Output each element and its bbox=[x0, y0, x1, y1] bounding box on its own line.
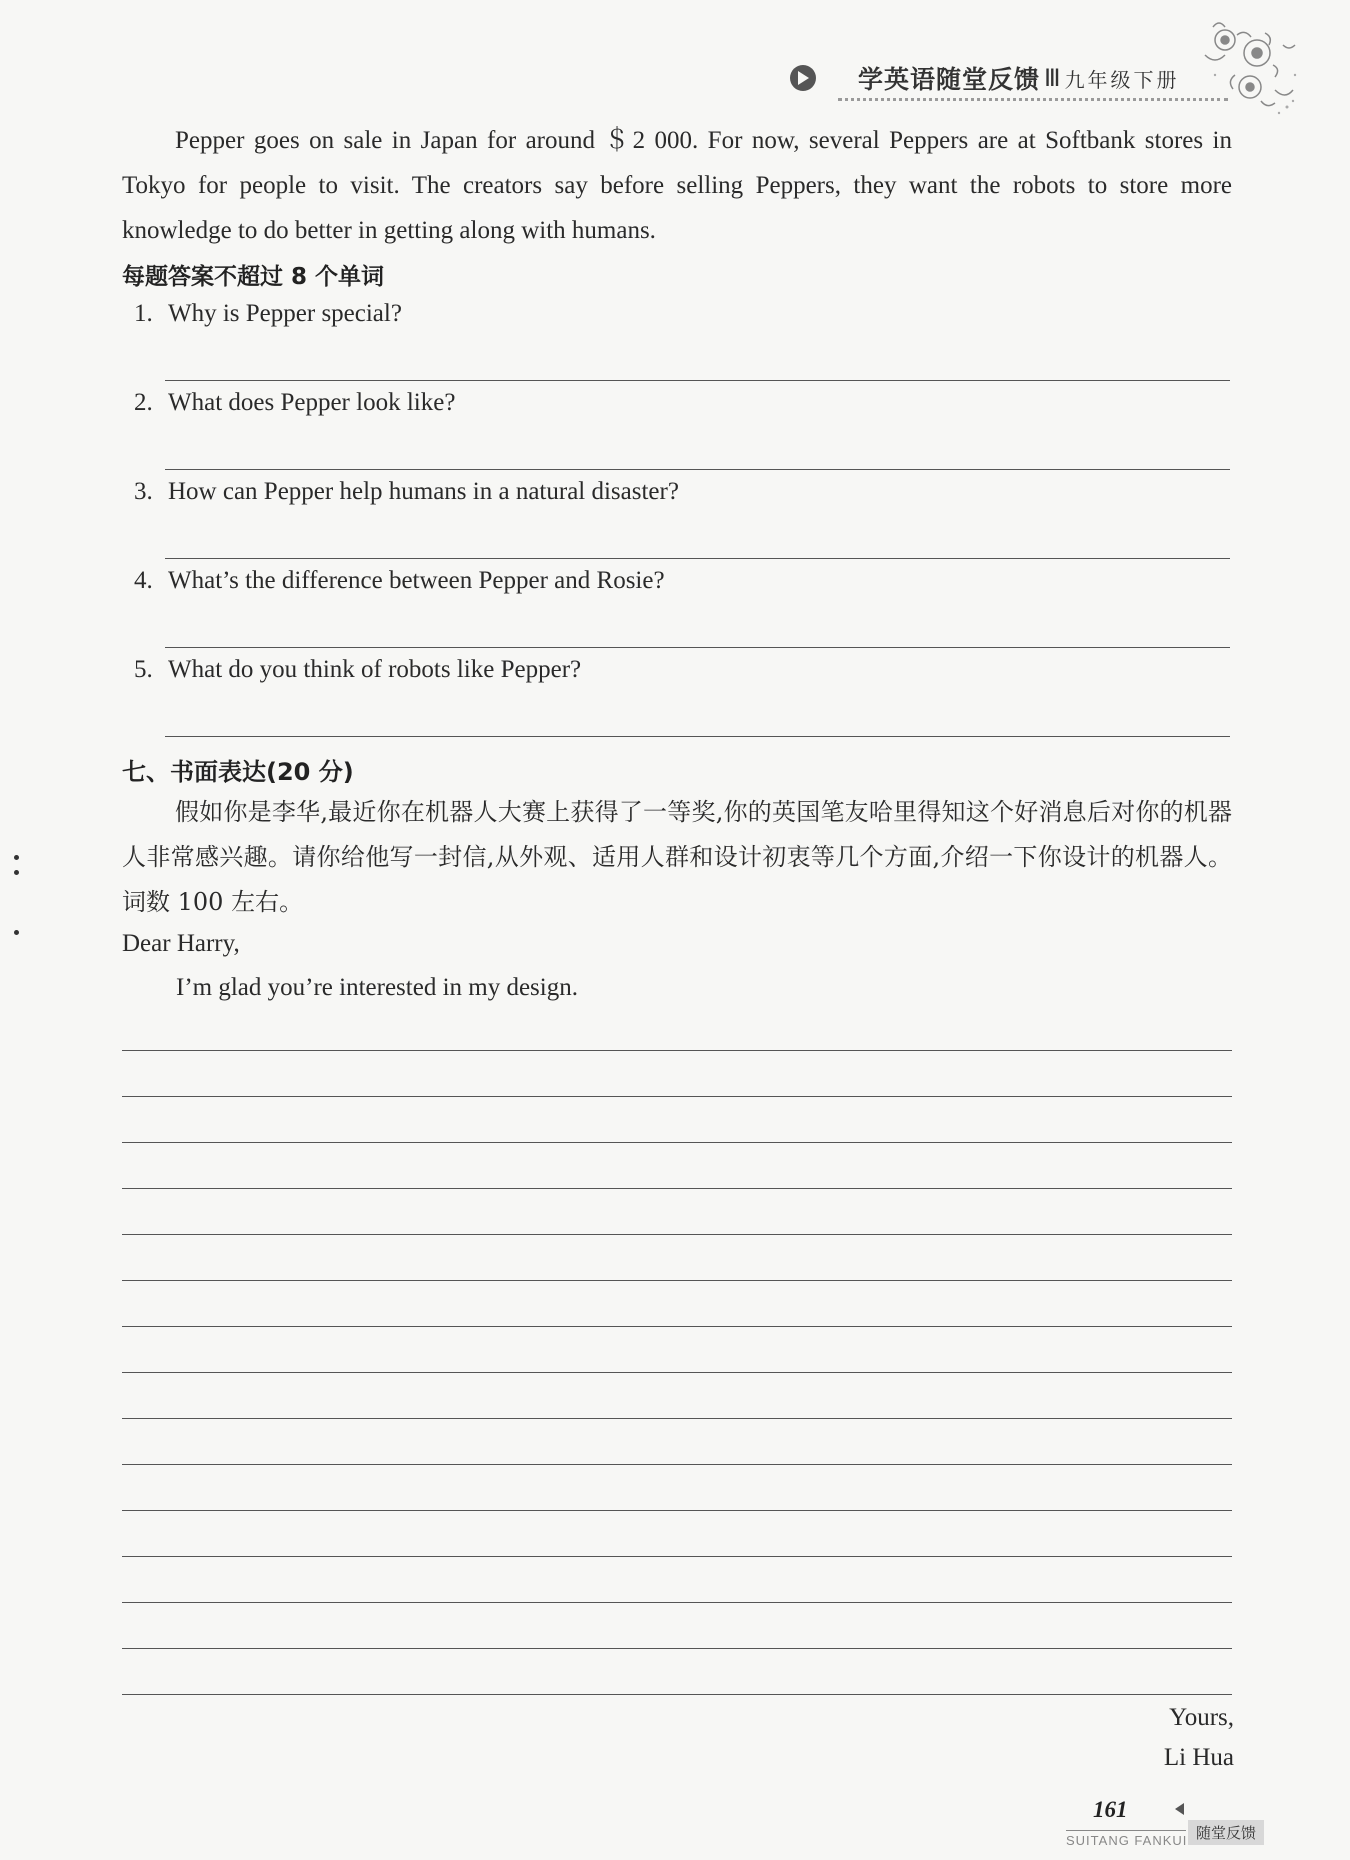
margin-dot bbox=[14, 930, 19, 935]
writing-line[interactable] bbox=[122, 1510, 1232, 1511]
question-number: 5. bbox=[134, 656, 153, 683]
flower-decoration-icon bbox=[1195, 15, 1305, 125]
writing-line[interactable] bbox=[122, 1694, 1232, 1695]
writing-line[interactable] bbox=[122, 1556, 1232, 1557]
question-number: 3. bbox=[134, 478, 153, 505]
page-number: 161 bbox=[1093, 1797, 1128, 1822]
question-1 bbox=[134, 300, 402, 328]
writing-line[interactable] bbox=[122, 1418, 1232, 1419]
writing-line[interactable] bbox=[122, 1372, 1232, 1373]
footer-rule bbox=[1066, 1830, 1186, 1831]
page-header bbox=[790, 58, 1180, 98]
passage-paragraph: Pepper goes on sale in Japan for around ＄2 000. For now, several Peppers are at Softbank stores in Tokyo for people to visit. The creators say before selling Peppers, they want the robots to store more knowledge to do better in getting along with humans. bbox=[122, 127, 1232, 244]
writing-line[interactable] bbox=[122, 1188, 1232, 1189]
reading-passage bbox=[122, 118, 1232, 253]
writing-prompt: 假如你是李华,最近你在机器人大赛上获得了一等奖,你的英国笔友哈里得知这个好消息后对你的机器人非常感兴趣。请你给他写一封信,从外观、适用人群和设计初衷等几个方面,介绍一下你设计的机器人。词数 100 左右。 bbox=[122, 798, 1232, 916]
answer-line-3[interactable] bbox=[165, 558, 1230, 559]
book-grade: 九年级下册 bbox=[1064, 67, 1180, 92]
writing-line[interactable] bbox=[122, 1280, 1232, 1281]
letter-signature: Li Hua bbox=[1163, 1744, 1234, 1771]
header-separator: Ⅲ bbox=[1044, 64, 1061, 92]
question-text: What’s the difference between Pepper and Rosie? bbox=[168, 567, 665, 594]
question-text: What do you think of robots like Pepper? bbox=[168, 656, 582, 683]
letter-opening: I’m glad you’re interested in my design. bbox=[176, 974, 578, 1001]
question-number: 2. bbox=[134, 389, 153, 416]
question-number: 4. bbox=[134, 567, 153, 594]
question-5 bbox=[134, 656, 581, 684]
section-score: (20 分) bbox=[266, 758, 354, 786]
question-4 bbox=[134, 567, 665, 595]
book-title: 学英语随堂反馈 bbox=[858, 65, 1041, 94]
footer-brand-latin: SUITANG FANKUI bbox=[1066, 1833, 1188, 1848]
answer-instruction: 每题答案不超过 8 个单词 bbox=[122, 264, 385, 290]
writing-line[interactable] bbox=[122, 1602, 1232, 1603]
footer-brand-badge: 随堂反馈 bbox=[1188, 1820, 1264, 1845]
question-text: Why is Pepper special? bbox=[168, 300, 402, 327]
section-heading: 七、书面表达 bbox=[122, 758, 266, 786]
question-2 bbox=[134, 389, 455, 417]
answer-line-1[interactable] bbox=[165, 380, 1230, 381]
letter-salutation: Dear Harry, bbox=[122, 930, 240, 957]
letter-closing: Yours, bbox=[1169, 1704, 1234, 1731]
writing-line[interactable] bbox=[122, 1096, 1232, 1097]
margin-dot bbox=[14, 870, 19, 875]
play-icon bbox=[790, 65, 816, 91]
writing-line[interactable] bbox=[122, 1648, 1232, 1649]
question-3 bbox=[134, 478, 679, 506]
writing-line[interactable] bbox=[122, 1050, 1232, 1051]
section-title bbox=[122, 752, 354, 787]
answer-line-5[interactable] bbox=[165, 736, 1230, 737]
margin-dot bbox=[14, 855, 19, 860]
writing-line[interactable] bbox=[122, 1234, 1232, 1235]
writing-line[interactable] bbox=[122, 1326, 1232, 1327]
writing-line[interactable] bbox=[122, 1464, 1232, 1465]
writing-line[interactable] bbox=[122, 1142, 1232, 1143]
page-arrow-icon bbox=[1175, 1803, 1184, 1815]
answer-line-2[interactable] bbox=[165, 469, 1230, 470]
header-dotted-rule bbox=[838, 98, 1228, 101]
question-text: What does Pepper look like? bbox=[168, 389, 456, 416]
answer-line-4[interactable] bbox=[165, 647, 1230, 648]
question-text: How can Pepper help humans in a natural disaster? bbox=[168, 478, 679, 505]
question-number: 1. bbox=[134, 300, 153, 327]
